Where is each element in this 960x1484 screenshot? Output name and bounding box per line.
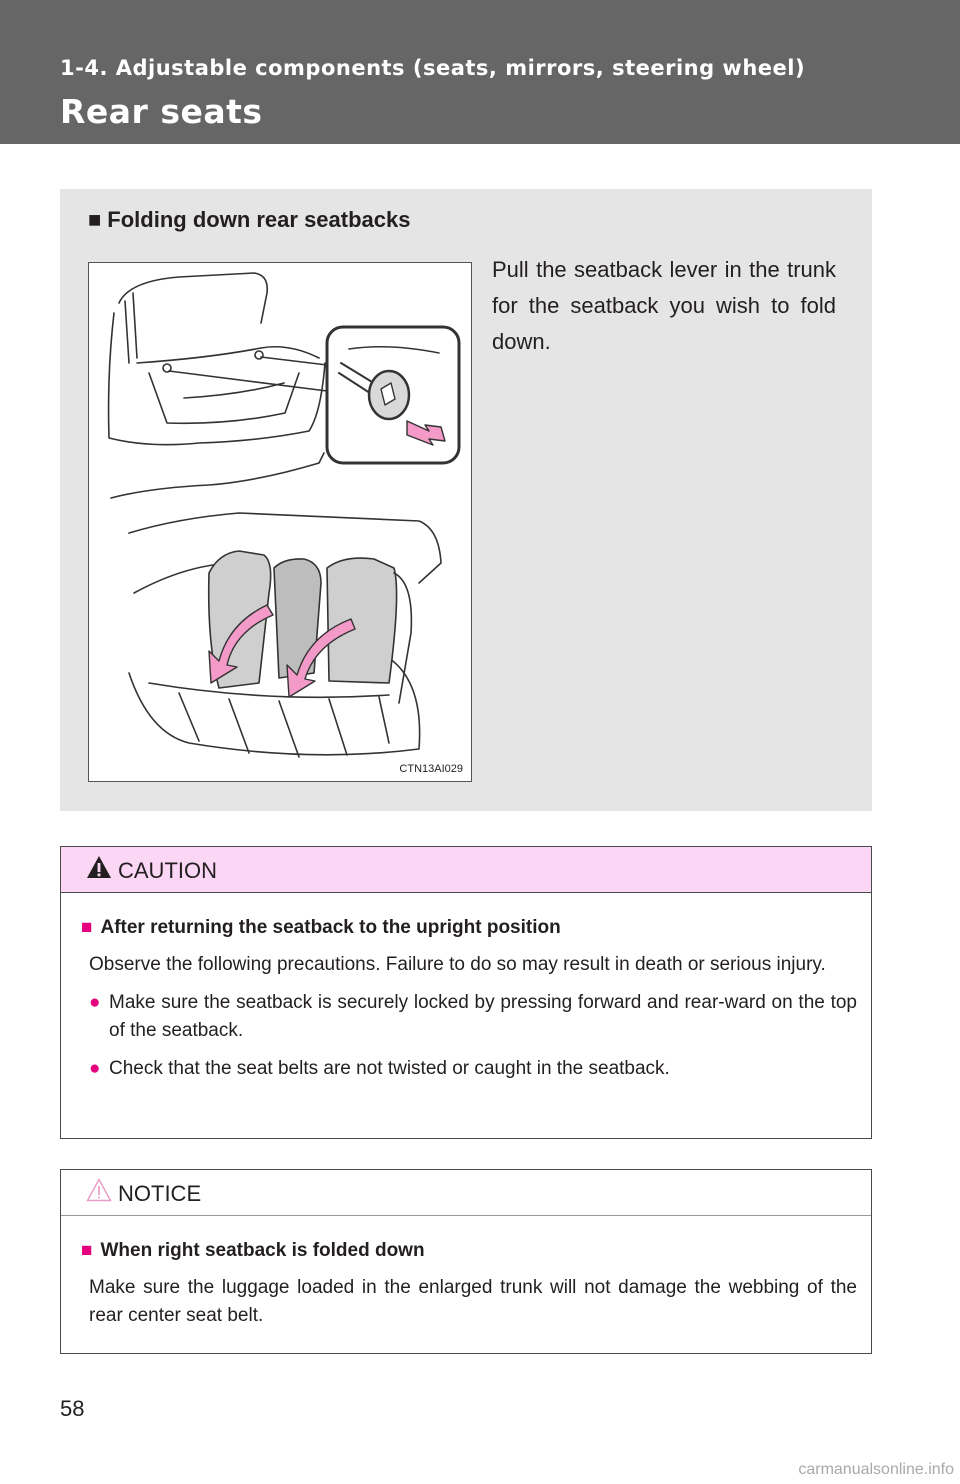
rear-seat-diagram (89, 263, 471, 781)
trunk-lid (119, 273, 267, 323)
notice-text: Make sure the luggage loaded in the enlarged trunk will not damage the webbing of the rear center seat belt. (89, 1277, 857, 1326)
notice-heading-text: When right seatback is folded down (100, 1240, 425, 1261)
notice-heading (81, 1238, 857, 1264)
fold-heading-text: Folding down rear seatbacks (107, 207, 411, 232)
dot-bullet-icon: ● (89, 992, 101, 1013)
section-title: 1-4. Adjustable components (seats, mirrors, steering wheel) (60, 56, 806, 80)
page-title: Rear seats (60, 92, 263, 131)
caution-box (60, 846, 872, 1139)
caution-bullet (89, 1055, 857, 1083)
notice-title: NOTICE (118, 1181, 202, 1206)
watermark: carmanualsonline.info (798, 1461, 954, 1478)
right-seatback (327, 558, 397, 683)
square-bullet-icon: ■ (88, 207, 102, 232)
notice-triangle-icon (86, 1178, 112, 1202)
notice-box (60, 1169, 872, 1354)
header-bar (0, 0, 960, 144)
square-bullet-icon: ■ (81, 917, 93, 938)
caution-bullet-text: Make sure the seatback is securely locked by pressing forward and rear-ward on the top of the seatback. (109, 992, 857, 1041)
caution-heading-text: After returning the seatback to the upright position (100, 917, 561, 938)
caution-header (61, 847, 871, 893)
caution-title: CAUTION (118, 858, 217, 883)
page-number: 58 (60, 1396, 85, 1421)
notice-header (61, 1170, 871, 1216)
square-bullet-icon: ■ (81, 1240, 93, 1261)
caution-intro: Observe the following precautions. Failure to do so may result in death or serious injury. (89, 954, 826, 975)
fold-heading (88, 207, 410, 233)
caution-heading (81, 915, 857, 941)
caution-bullet-text: Check that the seat belts are not twisted or caught in the seatback. (109, 1058, 670, 1079)
caution-bullet (89, 989, 857, 1045)
fold-instruction: Pull the seatback lever in the trunk for the seatback you wish to fold down. (492, 257, 836, 354)
seat-illustration (88, 262, 472, 782)
warning-triangle-icon (86, 855, 112, 879)
dot-bullet-icon: ● (89, 1058, 101, 1079)
figure-code: CTN13AI029 (399, 763, 463, 775)
